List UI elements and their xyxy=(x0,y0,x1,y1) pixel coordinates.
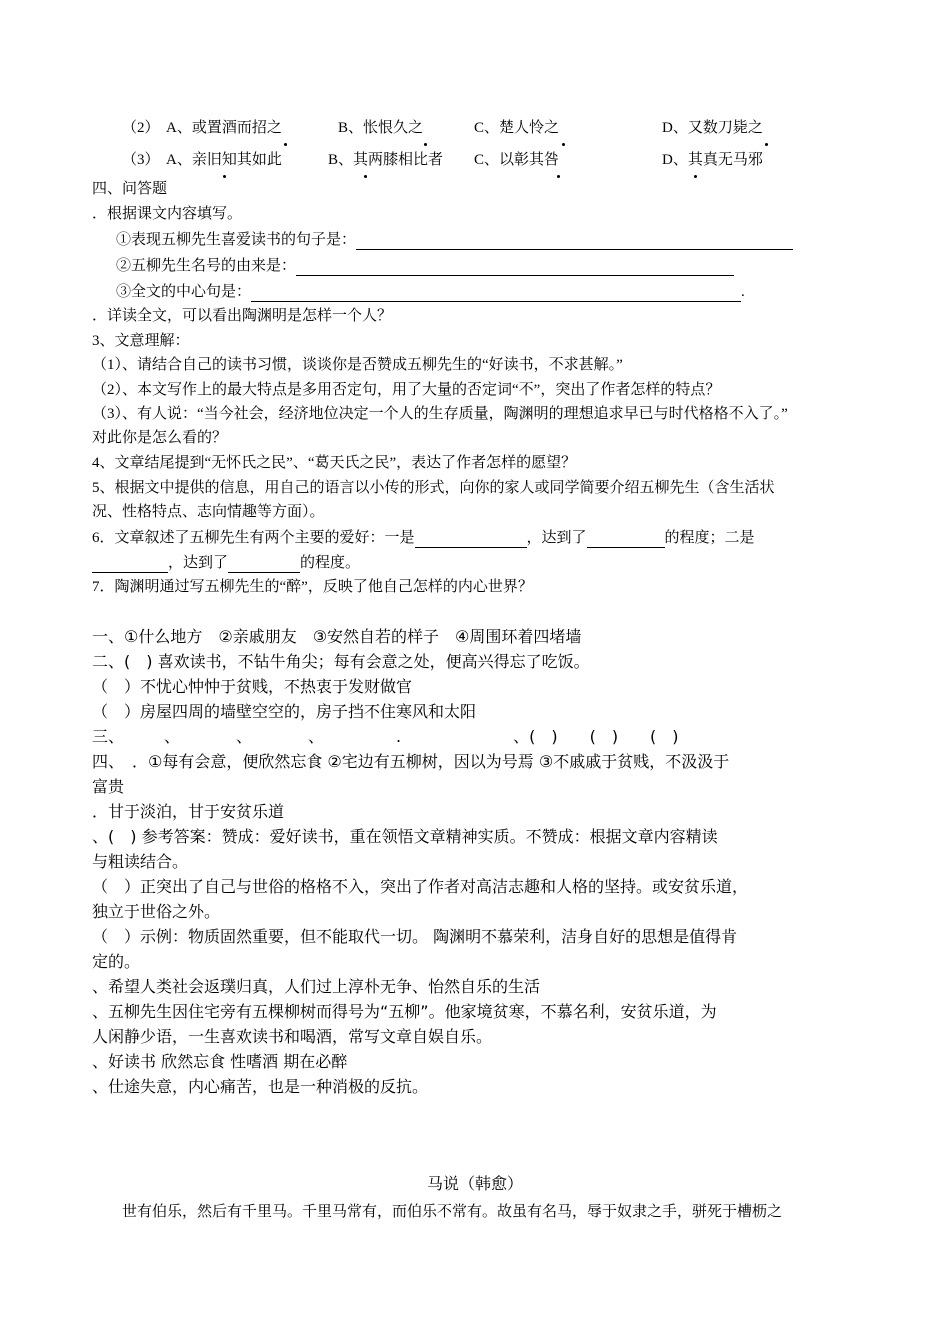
choice-option-c: C、以彰其咎 xyxy=(474,152,560,168)
answer-line: 三、 、 、 、 . 、( ) ( ) ( ) xyxy=(92,727,679,746)
answer-line: 与粗读结合。 xyxy=(92,852,189,871)
question-5b: 况、性格特点、志向情趣等方面）。 xyxy=(92,504,325,520)
question-3-2: （2）、本文写作上的最大特点是多用否定句，用了大量的否定词“不”，突出了作者怎样的特点？ xyxy=(92,382,721,398)
answer-line: 人闲静少语，一生喜欢读书和喝酒，常写文章自娱自乐。 xyxy=(92,1027,493,1046)
answer-line: 、仕途失意，内心痛苦，也是一种消极的反抗。 xyxy=(92,1077,429,1096)
section-heading: 四、问答题 xyxy=(92,181,168,197)
answer-line: （ ）房屋四周的墙壁空空的，房子挡不住寒风和太阳 xyxy=(92,702,477,721)
answer-line: 、好读书 欣然忘食 性嗜酒 期在必醉 xyxy=(92,1052,348,1071)
question-1-b xyxy=(116,256,734,276)
question-5a: 5、根据文中提供的信息，用自己的语言以小传的形式，向你的家人或同学简要介绍五柳先生（含生活状 xyxy=(92,480,775,496)
answer-blank[interactable] xyxy=(251,285,741,302)
choice-option-b: B、其两膝相比者 xyxy=(328,152,444,168)
question-1-c xyxy=(116,282,745,302)
answer-line: 独立于世俗之外。 xyxy=(92,902,221,921)
question-1-a xyxy=(116,230,793,250)
answer-line: （ ）不忧心忡忡于贫贱，不热衷于发财做官 xyxy=(92,677,413,696)
question-6-text-3: 的程度；二是 xyxy=(664,530,755,546)
choice-option-c: C、楚人怜之 xyxy=(474,120,560,136)
answer-line: 、希望人类社会返璞归真，人们过上淳朴无争、怡然自乐的生活 xyxy=(92,977,541,996)
question-6b xyxy=(92,553,360,573)
question-6-text-4: ，达到了 xyxy=(168,555,229,571)
answer-line: 二、( ) 喜欢读书，不钻牛角尖；每有会意之处，便高兴得忘了吃饭。 xyxy=(92,652,590,671)
question-3-3b: 对此你是怎么看的？ xyxy=(92,430,228,446)
answer-line: 、五柳先生因住宅旁有五棵柳树而得号为“五柳”。他家境贫寒，不慕名利，安贫乐道，为 xyxy=(92,1002,717,1021)
answer-blank[interactable] xyxy=(415,532,527,548)
answer-line: （ ）正突出了自己与世俗的格格不入，突出了作者对高洁志趣和人格的坚持。或安贫乐道， xyxy=(92,877,749,896)
choice-option-d: D、其真无马邪 xyxy=(662,152,763,168)
choice-option-a: A、或置酒而招之 xyxy=(166,120,282,136)
question-1-a-text: ①表现五柳先生喜爱读书的句子是： xyxy=(116,232,357,248)
choice-number: （2） xyxy=(122,120,160,136)
answer-blank[interactable] xyxy=(296,259,734,276)
question-7: 7．陶渊明通过写五柳先生的“醉”，反映了他自己怎样的内心世界？ xyxy=(92,579,533,595)
question-3: 3、文意理解： xyxy=(92,333,190,349)
answer-line: ．甘于淡泊，甘于安贫乐道 xyxy=(92,802,285,821)
answer-line: （ ）示例：物质固然重要，但不能取代一切。 陶渊明不慕荣利，洁身自好的思想是值得肯 xyxy=(92,927,738,946)
question-1-intro: ．根据课文内容填写。 xyxy=(92,206,243,222)
answer-blank[interactable] xyxy=(228,557,300,573)
answer-blank[interactable] xyxy=(92,557,168,573)
answer-line: 定的。 xyxy=(92,952,141,971)
answer-line: 四、 ．①每有会意，便欣然忘食 ②宅边有五柳树，因以为号焉 ③不戚戚于贫贱，不汲汲于 xyxy=(92,752,730,771)
question-6-text-2: ，达到了 xyxy=(526,530,587,546)
answer-line: 富贵 xyxy=(92,777,125,796)
question-6-text-5: 的程度。 xyxy=(300,555,361,571)
answer-blank[interactable] xyxy=(356,233,793,250)
choice-number: （3） xyxy=(122,152,160,168)
question-3-1: （1）、请结合自己的读书习惯，谈谈你是否赞成五柳先生的“好读书，不求甚解。” xyxy=(92,357,623,373)
question-4: 4、文章结尾提到“无怀氏之民”、“葛天氏之民”，表达了作者怎样的愿望？ xyxy=(92,455,577,471)
question-1-c-end: . xyxy=(741,284,745,300)
article-title: 马说（韩愈） xyxy=(426,1176,523,1193)
answer-blank[interactable] xyxy=(587,532,665,548)
question-1-b-text: ②五柳先生名号的由来是： xyxy=(116,258,297,274)
answer-line: 一、①什么地方 ②亲戚朋友 ③安然自若的样子 ④周围环着四堵墙 xyxy=(92,627,582,646)
choice-option-a: A、亲旧知其如此 xyxy=(166,152,282,168)
question-3-3a: （3）、有人说：“当今社会，经济地位决定一个人的生存质量，陶渊明的理想追求早已与时代格格不入了。” xyxy=(92,406,788,422)
answer-line: 、( ) 参考答案：赞成：爱好读书，重在领悟文章精神实质。不赞成：根据文章内容精读 xyxy=(92,827,718,846)
question-1-c-text: ③全文的中心句是： xyxy=(116,284,252,300)
article-first-line: 世有伯乐，然后有千里马。千里马常有，而伯乐不常有。故虽有名马，辱于奴隶之手，骈死于槽枥之 xyxy=(122,1204,783,1220)
question-2: ．详读全文，可以看出陶渊明是怎样一个人？ xyxy=(92,308,393,324)
question-6a xyxy=(92,528,755,548)
choice-option-b: B、怅恨久之 xyxy=(338,120,424,136)
choice-option-d: D、又数刀毙之 xyxy=(662,120,763,136)
question-6-text-1: 6．文章叙述了五柳先生有两个主要的爱好：一是 xyxy=(92,530,415,546)
